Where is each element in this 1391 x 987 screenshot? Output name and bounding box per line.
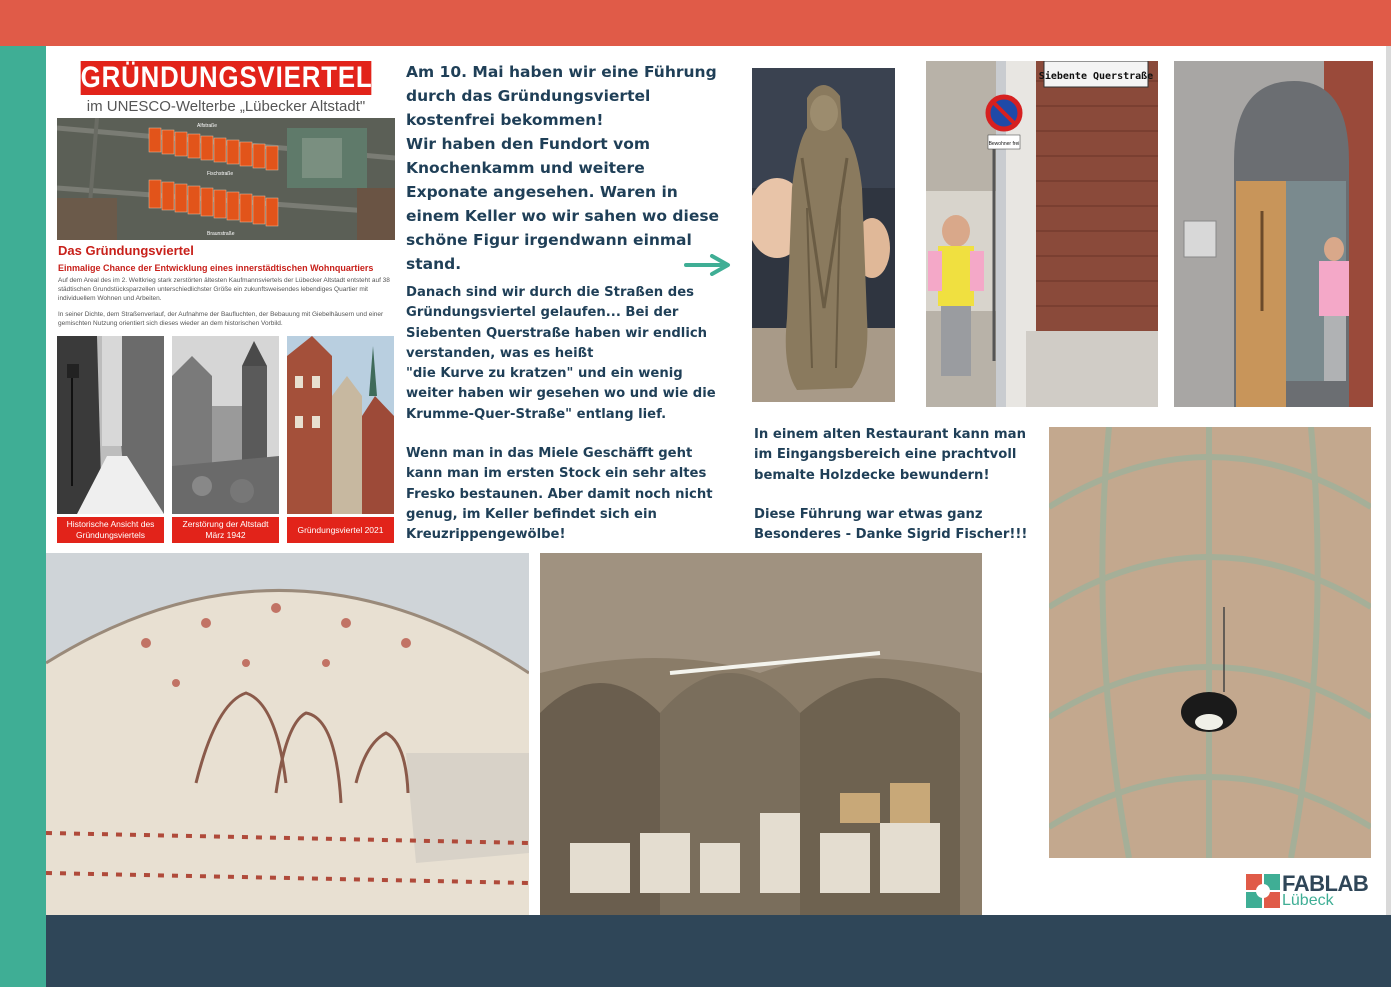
aerial-map-image (57, 118, 395, 240)
map-label-braunstrasse: Braunstraße (207, 231, 235, 237)
restaurant-ceiling-text: In einem alten Restaurant kann man im Eingangsbereich eine prachtvoll bemalte Holzdecke bewundern! (754, 427, 1026, 483)
map-label-alfstrasse: Alfstraße (197, 123, 218, 129)
logo-text-luebeck: Lübeck (1282, 892, 1334, 909)
destruction-1942-photo (172, 336, 279, 514)
poster-subheading: Einmalige Chance der Entwicklung eines innerstädtischen Wohnquartiers (58, 263, 374, 273)
historic-street-photo (57, 336, 164, 514)
caption-destruction-1942: Zerstörung der Altstadt März 1942 (172, 517, 279, 543)
gruendungsviertel-poster (57, 61, 395, 545)
caption-2021: Gründungsviertel 2021 (287, 517, 394, 543)
right-edge-band (1386, 46, 1391, 915)
bottom-color-band (46, 915, 1391, 987)
left-color-band (0, 46, 46, 987)
miele-fresco-text: Wenn man in das Miele Geschäfft geht kann man im ersten Stock ein sehr altes Fresko bestaunen. Aber damit noch nicht genug, im Keller befindet sich ein Kreuzrippengewölbe! (406, 446, 713, 543)
arrow-right-icon (684, 254, 734, 276)
poster-heading: Das Gründungsviertel (58, 243, 194, 258)
logo-text-fablab: FABLAB (1282, 871, 1369, 896)
gruendungsviertel-2021-photo (287, 336, 394, 514)
map-label-fischstrasse: Fischstraße (207, 171, 234, 177)
fablab-logo-icon (1246, 874, 1280, 908)
poster-subtitle: im UNESCO-Welterbe „Lübecker Altstadt" (86, 98, 366, 115)
thanks-text: Diese Führung war etwas ganz Besonderes - Danke Sigrid Fischer!!! (754, 507, 1028, 543)
poster-paragraph-2: In seiner Dichte, dem Straßenverlauf, der Aufnahme der Baufluchten, der Bebauung mit Giebelhäusern und einer gemischten Nutzung orientiert sich dieses wieder an dem historischen Vorbild. (58, 311, 384, 327)
cellar-vault-photo (540, 553, 982, 915)
doorway-photo (1174, 61, 1373, 407)
street-sign-text: Siebente Querstraße (1038, 71, 1154, 82)
figure-statue-photo (752, 68, 895, 402)
poster-paragraph-1: Auf dem Areal des im 2. Weltkrieg stark zerstörten ältesten Kaufmannsviertels der Lübecker Altstadt entsteht auf 38 städtischen Grundstücksparzellen unterschiedlichster Größe ein zukunftsweisendes lebendiges Quartier mit individuellem Wohnen und Arbeiten. (58, 277, 390, 302)
street-walk-text: Danach sind wir durch die Straßen des Gründungsviertel gelaufen... Bei der Siebenten Querstraße haben wir endlich verstanden, was es heißt "die Kurve zu kratzen" und ein wenig weiter haben wir gesehen wo und wie die Krumme-Quer-Straße" entlang lief. (406, 285, 716, 422)
fresco-photo (46, 553, 529, 915)
caption-historic-view: Historische Ansicht des Gründungsviertels (57, 517, 164, 543)
parking-sign-text: Bewohner frei (988, 141, 1020, 147)
painted-ceiling-photo (1049, 427, 1371, 858)
fablab-luebeck-logo (1246, 872, 1386, 910)
main-text-block: Am 10. Mai haben wir eine Führung durch das Gründungsviertel kostenfrei bekommen! Wir haben den Fundort vom Knochenkamm und weitere Exponate angesehen. Waren in einem Keller wo wir sahen wo diese schöne Figur irgendwann einmal stand. (406, 63, 720, 273)
top-color-band (0, 0, 1391, 46)
poster-title: GRÜNDUNGSVIERTEL (80, 61, 373, 94)
siebente-querstrasse-photo (926, 61, 1158, 407)
